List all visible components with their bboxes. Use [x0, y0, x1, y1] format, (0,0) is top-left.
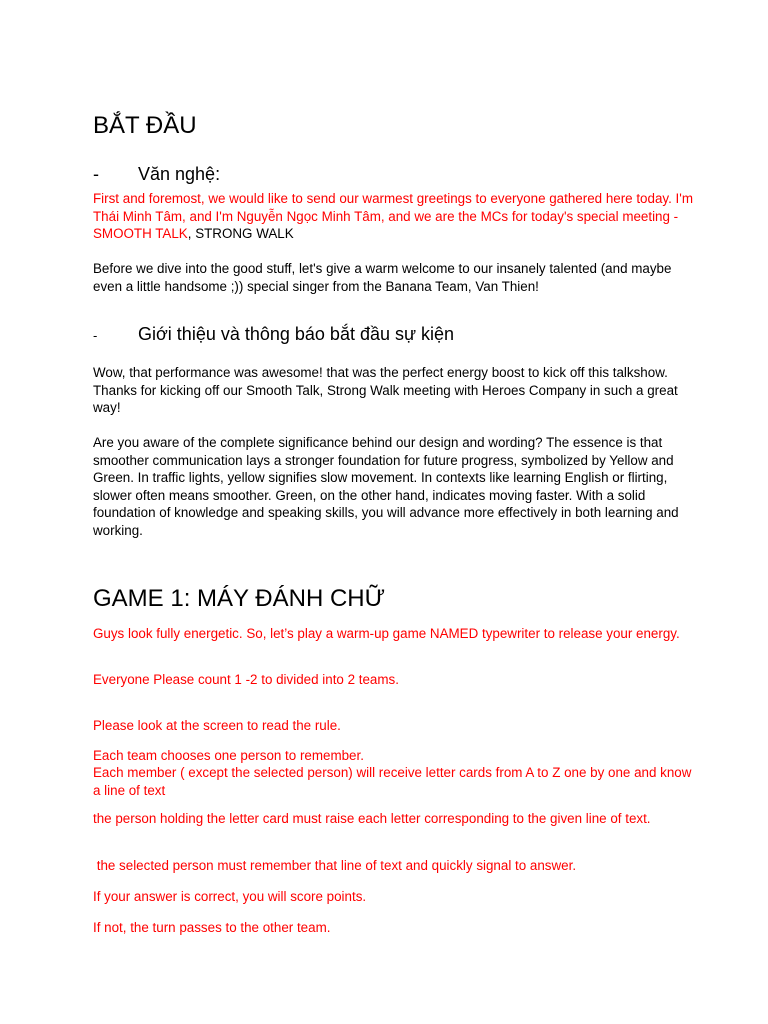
paragraph-rule-4: the selected person must remember that line of text and quickly signal to answer.	[93, 858, 577, 873]
subheading-gioi-thieu	[93, 323, 454, 347]
paragraph-rule-2: Each member ( except the selected person) will receive letter cards from A to Z one by one and know a line of text	[93, 765, 692, 798]
paragraph-screen: Please look at the screen to read the rule.	[93, 718, 341, 733]
paragraph-greeting	[93, 190, 693, 243]
paragraph-welcome: Before we dive into the good stuff, let's give a warm welcome to our insanely talented (and maybe even a little handsome ;)) special singer from the Banana Team, Van Thien!	[93, 261, 672, 294]
bullet-dash: -	[93, 164, 99, 184]
paragraph-performance: Wow, that performance was awesome! that was the perfect energy boost to kick off this talkshow. Thanks for kicking off our Smooth Talk, Strong Walk meeting with Heroes Company in such a great way!	[93, 365, 678, 415]
greeting-red-text: First and foremost, we would like to send our warmest greetings to everyone gathered here today. I'm Thái Minh Tâm, and I'm Nguyễn Ngọc Minh Tâm, and we are the MCs for today's special meeting - SMOOTH TALK	[93, 191, 693, 241]
paragraph-count: Everyone Please count 1 -2 to divided into 2 teams.	[93, 672, 399, 687]
paragraph-rule-1: Each team chooses one person to remember.	[93, 748, 364, 763]
paragraph-rule-5: If your answer is correct, you will score points.	[93, 889, 367, 904]
paragraph-rule-6: If not, the turn passes to the other team.	[93, 920, 331, 935]
heading-bat-dau: BẮT ĐẦU	[93, 112, 197, 139]
subheading-van-nghe	[93, 163, 220, 185]
paragraph-significance: Are you aware of the complete significance behind our design and wording? The essence is that smoother communication lays a stronger foundation for future progress, symbolized by Yellow and Green. In traffic lights, yellow signifies slow movement. In contexts like learning English or flirting, slower often means smoother. Green, on the other hand, indicates moving faster. With a solid foundation of knowledge and speaking skills, you will advance more effectively in both learning and working.	[93, 435, 679, 538]
subheading-gioi-thieu-text: Giới thiệu và thông báo bắt đầu sự kiện	[138, 324, 455, 344]
paragraph-game-intro: Guys look fully energetic. So, let’s play a warm-up game NAMED typewriter to release your energy.	[93, 626, 680, 641]
bullet-dash: -	[93, 328, 98, 343]
subheading-van-nghe-text: Văn nghệ:	[138, 164, 221, 184]
paragraph-rule-3: the person holding the letter card must raise each letter corresponding to the given line of text.	[93, 811, 651, 826]
greeting-black-text: , STRONG WALK	[187, 226, 294, 241]
heading-game1: GAME 1: MÁY ĐÁNH CHỮ	[93, 585, 386, 612]
